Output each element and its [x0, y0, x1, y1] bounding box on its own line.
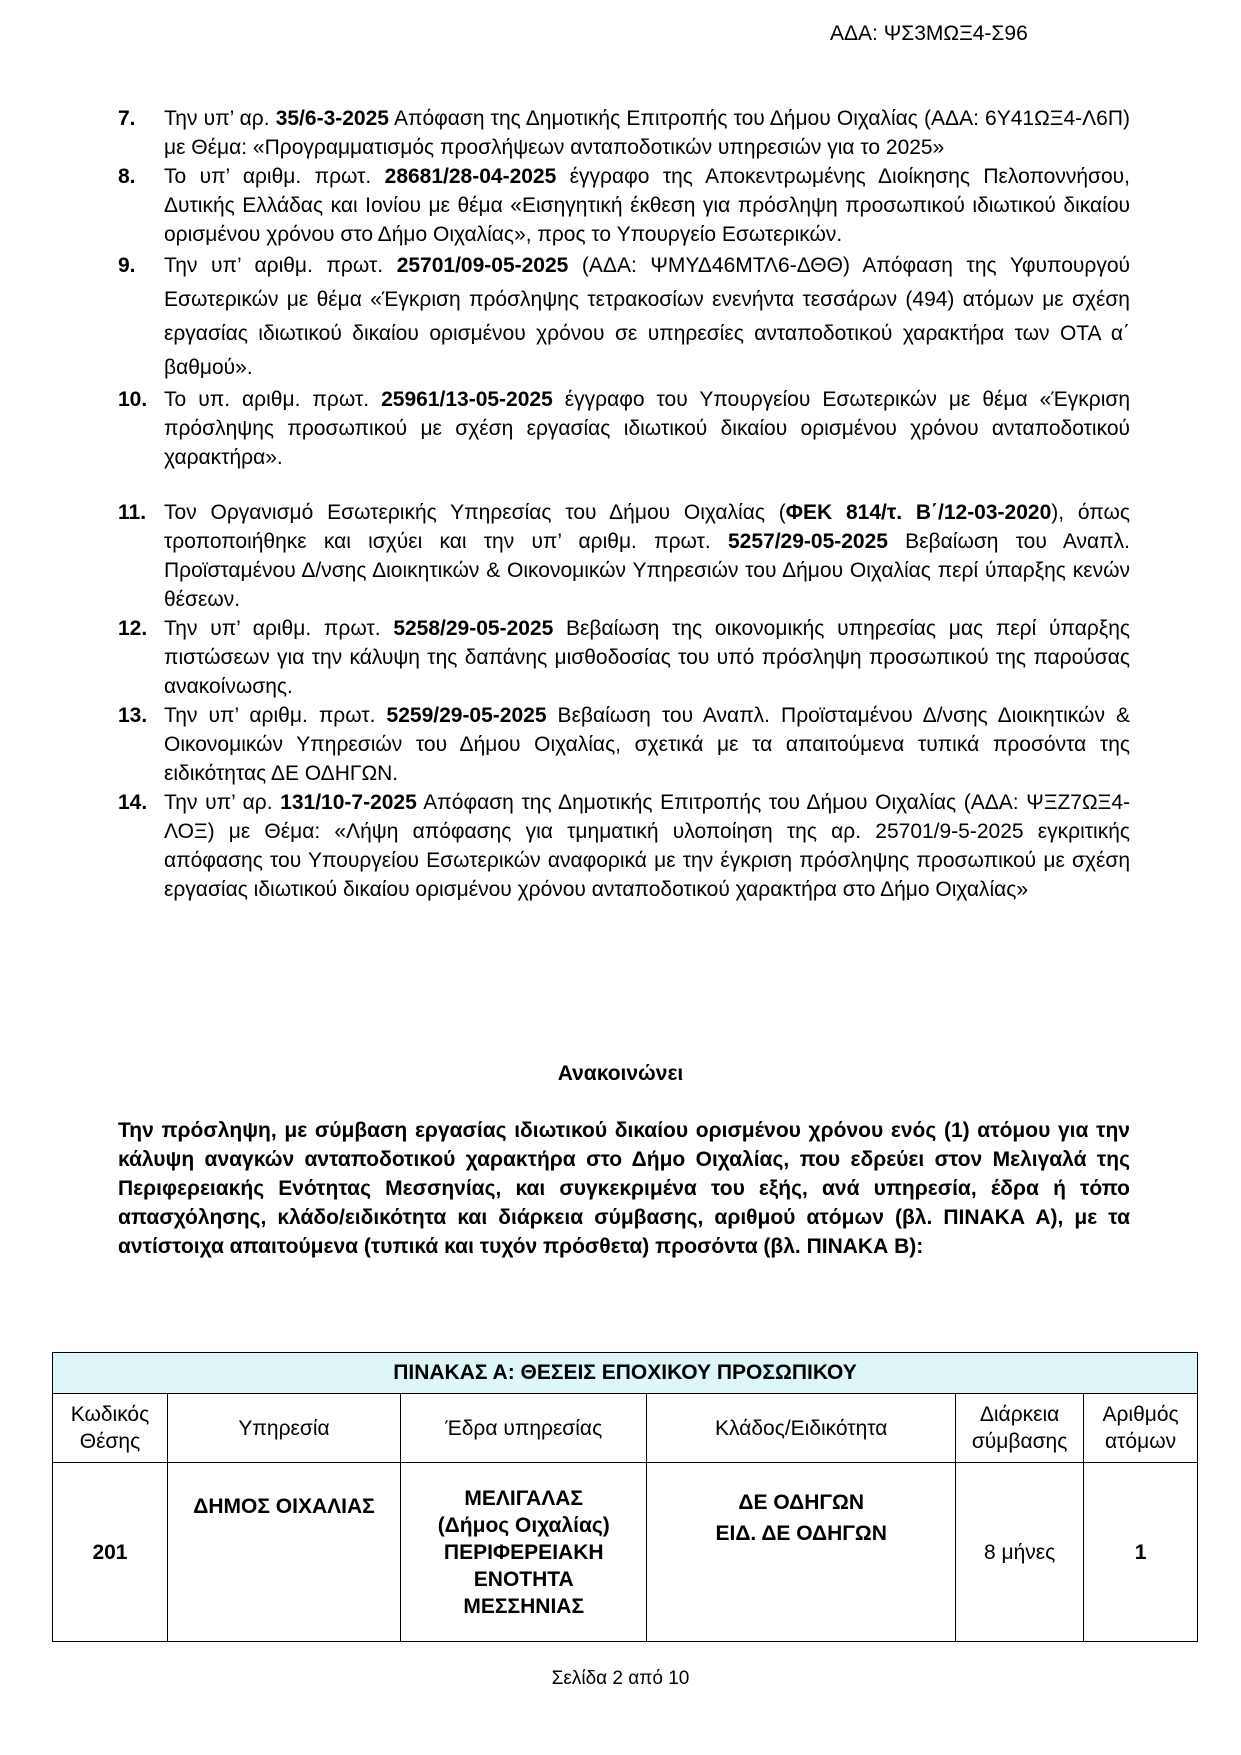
text-segment: Την υπ’ αρ. — [164, 107, 276, 130]
list-item-number: 7. — [118, 107, 136, 130]
ada-code: ΑΔΑ: ΨΣ3ΜΩΞ4-Σ96 — [830, 22, 1028, 45]
text-segment: Την υπ’ αριθμ. πρωτ. — [164, 704, 387, 727]
list-item-text — [164, 498, 1130, 614]
list-item — [118, 701, 1130, 788]
text-segment: Την υπ’ αριθμ. πρωτ. — [164, 254, 397, 277]
list-item-text — [164, 162, 1130, 249]
list-item — [118, 498, 1130, 614]
list-item — [118, 614, 1130, 701]
list-item — [118, 162, 1130, 249]
list-item — [118, 104, 1130, 162]
header-specialty: Κλάδος/Ειδικότητα — [647, 1394, 956, 1463]
list-item-number: 13. — [118, 704, 148, 727]
table-row — [53, 1463, 1198, 1642]
reference-number: ΦΕΚ 814/τ. Β΄/12-03-2020 — [785, 501, 1052, 524]
announce-title: Ανακοινώνει — [557, 1062, 684, 1085]
list-item-number: 10. — [118, 388, 148, 411]
text-segment: Απόφαση της Δημοτικής Επιτροπής του Δήμου Οιχαλίας (ΑΔΑ: ΨΞΖ7ΩΞ4-ΛΟΞ) με Θέμα: «Λήψη απόφασης για τμηματική υλοποίηση της αρ. 25701/9-5-2025 εγκριτικής απόφασης του Υπουργείου Εσωτερικών αναφορικά με την έγκριση πρόσληψης προσωπικού με σχέση εργασίας ιδιωτικού δικαίου ορισμένου χρόνου ανταποδοτικού χαρακτήρα στο Δήμο Οιχαλίας» — [164, 791, 1130, 901]
list-item-number: 12. — [118, 617, 148, 640]
reference-number: 25701/09-05-2025 — [396, 254, 569, 277]
header-duration: Διάρκεια σύμβασης — [956, 1394, 1084, 1463]
table-header-row — [53, 1394, 1198, 1463]
cell-specialty: ΔΕ ΟΔΗΓΩΝ ΕΙΔ. ΔΕ ΟΔΗΓΩΝ — [647, 1463, 956, 1642]
cell-duration: 8 μήνες — [956, 1463, 1084, 1642]
text-segment: Βεβαίωση του Αναπλ. Προϊσταμένου Δ/νσης Διοικητικών & Οικονομικών Υπηρεσιών του Δήμου Οιχαλίας, σχετικά με τα απαιτούμενα τυπικά προσόντα της ειδικότητας ΔΕ ΟΔΗΓΩΝ. — [164, 704, 1130, 785]
cell-code: 201 — [53, 1463, 168, 1642]
text-segment: Την υπ’ αριθμ. πρωτ. — [164, 617, 394, 640]
text-segment: έγγραφο της Αποκεντρωμένης Διοίκησης Πελοποννήσου, Δυτικής Ελλάδας και Ιονίου με θέμα «Εισηγητική έκθεση για πρόσληψη προσωπικού ιδιωτικού δικαίου ορισμένου χρόνου στο Δήμο Οιχαλίας», προς το Υπουργείο Εσωτερικών. — [164, 165, 1130, 246]
list-item — [118, 788, 1130, 904]
reference-number: 25961/13-05-2025 — [381, 388, 553, 411]
reference-number: 131/10-7-2025 — [280, 791, 417, 814]
header-seat: Έδρα υπηρεσίας — [401, 1394, 647, 1463]
header-service: Υπηρεσία — [167, 1394, 400, 1463]
text-segment: Απόφαση της Δημοτικής Επιτροπής του Δήμου Οιχαλίας (ΑΔΑ: 6Υ41ΩΞ4-Λ6Π) με Θέμα: «Προγραμματισμός προσλήψεων ανταποδοτικών υπηρεσιών για το 2025» — [164, 107, 1130, 159]
cell-seat: ΜΕΛΙΓΑΛΑΣ (Δήμος Οιχαλίας) ΠΕΡΙΦΕΡΕΙΑΚΗ ΕΝΟΤΗΤΑ ΜΕΣΣΗΝΙΑΣ — [401, 1463, 647, 1642]
reference-number: 35/6-3-2025 — [275, 107, 389, 130]
page-footer: Σελίδα 2 από 10 — [551, 1668, 690, 1689]
list-item-text — [164, 385, 1130, 472]
list-item-number: 9. — [118, 254, 136, 277]
announce-text: Την πρόσληψη, με σύμβαση εργασίας ιδιωτικού δικαίου ορισμένου χρόνου ενός (1) ατόμου για την κάλυψη αναγκών ανταποδοτικού χαρακτήρα στο Δήμο Οιχαλίας, που εδρεύει στον Μελιγαλά της Περιφερειακής Ενότητας Μεσσηνίας, και συγκεκριμένα του εξής, ανά υπηρεσία, έδρα ή τόπο απασχόλησης, κλάδο/ειδικότητα και διάρκεια σύμβασης, αριθμού ατόμων (βλ. ΠΙΝΑΚΑ Α), με τα αντίστοιχα απαιτούμενα (τυπικά και τυχόν πρόσθετα) προσόντα (βλ. ΠΙΝΑΚΑ Β): — [118, 1119, 1130, 1258]
reference-number: 5258/29-05-2025 — [393, 617, 554, 640]
list-item-number: 11. — [118, 501, 147, 524]
list-item-number: 14. — [118, 791, 148, 814]
list-item — [118, 249, 1130, 385]
text-segment: ), όπως τροποποιήθηκε και ισχύει και την υπ’ αριθμ. πρωτ. — [164, 501, 1130, 553]
text-segment: έγγραφο του Υπουργείου Εσωτερικών με θέμα «Έγκριση πρόσληψης προσωπικού με σχέση εργασίας ιδιωτικού δικαίου ορισμένου χρόνου ανταποδοτικού χαρακτήρα». — [164, 388, 1131, 469]
positions-table — [52, 1352, 1198, 1642]
list-item-text — [164, 249, 1130, 385]
reference-number: 5257/29-05-2025 — [727, 530, 888, 553]
reference-number: 5259/29-05-2025 — [386, 704, 547, 727]
text-segment: Την υπ’ αρ. — [164, 791, 281, 814]
text-segment: Βεβαίωση του Αναπλ. Προϊσταμένου Δ/νσης Διοικητικών & Οικονομικών Υπηρεσιών του Δήμου Οιχαλίας περί ύπαρξης κενών θέσεων. — [164, 530, 1130, 611]
cell-service: ΔΗΜΟΣ ΟΙΧΑΛΙΑΣ — [167, 1463, 400, 1642]
list-item-number: 8. — [118, 165, 136, 188]
cell-persons: 1 — [1084, 1463, 1198, 1642]
text-segment: Το υπ’ αριθμ. πρωτ. — [164, 165, 385, 188]
list-item-text — [164, 614, 1130, 701]
list-item-text — [164, 701, 1130, 788]
text-segment: Βεβαίωση της οικονομικής υπηρεσίας μας περί ύπαρξης πιστώσεων για την κάλυψη της δαπάνης μισθοδοσίας του υπό πρόσληψη προσωπικού της παρούσας ανακοίνωσης. — [164, 617, 1130, 698]
table-caption: ΠΙΝΑΚΑΣ Α: ΘΕΣΕΙΣ ΕΠΟΧΙΚΟΥ ΠΡΟΣΩΠΙΚΟΥ — [53, 1353, 1198, 1394]
references-list — [118, 104, 1130, 904]
text-segment: Τον Οργανισμό Εσωτερικής Υπηρεσίας του Δήμου Οιχαλίας ( — [164, 501, 786, 524]
list-item-text — [164, 104, 1130, 162]
list-item — [118, 385, 1130, 472]
reference-number: 28681/28-04-2025 — [384, 165, 557, 188]
list-item-text — [164, 788, 1130, 904]
text-segment: (ΑΔΑ: ΨΜΥΔ46ΜΤΛ6-ΔΘΘ) Απόφαση της Υφυπουργού Εσωτερικών με θέμα «Έγκριση πρόσληψης τετρακοσίων ενενήντα τεσσάρων (494) ατόμων με σχέση εργασίας ιδιωτικού δικαίου ορισμένου χρόνου σε υπηρεσίες ανταποδοτικού χαρακτήρα των ΟΤΑ α΄ βαθμού». — [164, 254, 1130, 379]
header-persons: Αριθμός ατόμων — [1084, 1394, 1198, 1463]
header-code: Κωδικός Θέσης — [53, 1394, 168, 1463]
text-segment: Το υπ. αριθμ. πρωτ. — [164, 388, 382, 411]
